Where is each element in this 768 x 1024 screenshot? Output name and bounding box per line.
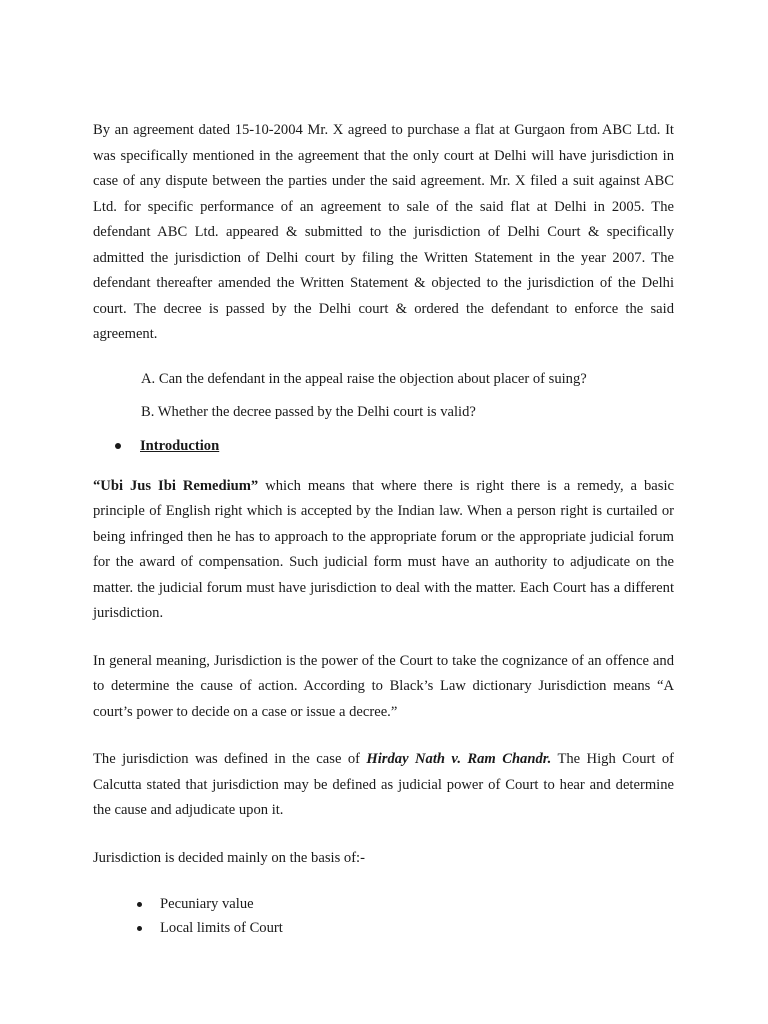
- basis-item-label: Local limits of Court: [160, 919, 283, 936]
- facts-paragraph: By an agreement dated 15-10-2004 Mr. X agreed to purchase a flat at Gurgaon from ABC Ltd. It was specifically mentioned in the agreement that the only court at Delhi will have jurisdiction in case of any dispute between the parties under the said agreement. Mr. X filed a suit against ABC Ltd. for specific performance of an agreement to sale of the said flat at Delhi in 2005. The defendant ABC Ltd. appeared & submitted to the jurisdiction of Delhi Court & specifically admitted the jurisdiction of Delhi court by filing the Written Statement in the year 2007. The defendant thereafter amended the Written Statement & objected to the jurisdiction of the Delhi court. The decree is passed by the Delhi court & ordered the defendant to enforce the said agreement.: [93, 122, 674, 342]
- introduction-heading-row: [93, 434, 674, 459]
- case-paragraph: [93, 747, 674, 824]
- maxim-term: “Ubi Jus Ibi Remedium”: [93, 477, 259, 494]
- maxim-paragraph: [93, 474, 674, 627]
- maxim-text: which means that where there is right there is a remedy, a basic principle of English right which is accepted by the Indian law. When a person right is curtailed or being infringed then he has to approach to the appropriate forum or the appropriate judicial forum for the award of compensation. Such judicial form must have an authority to adjudicate on the matter. the judicial forum must have jurisdiction to deal with the matter. Each Court has a different jurisdiction.: [93, 477, 674, 621]
- question-b: B. Whether the decree passed by the Delhi court is valid?: [141, 404, 476, 420]
- bullet-icon: [115, 443, 121, 449]
- question-a: A. Can the defendant in the appeal raise the objection about placer of suing?: [141, 370, 587, 387]
- document-body: [93, 118, 674, 940]
- bullet-icon: [137, 902, 142, 907]
- list-item: [93, 892, 674, 916]
- basis-intro: Jurisdiction is decided mainly on the basis of:-: [93, 849, 365, 866]
- section-heading: Introduction: [140, 437, 220, 454]
- meaning-paragraph: In general meaning, Jurisdiction is the power of the Court to take the cognizance of an offence and to determine the cause of action. According to Black’s Law dictionary Jurisdiction means “A court’s power to decide on a case or issue a decree.”: [93, 652, 674, 720]
- basis-list: [93, 892, 674, 940]
- list-item: [93, 916, 674, 940]
- case-name: Hirday Nath v. Ram Chandr.: [366, 751, 552, 767]
- case-text-before: The jurisdiction was defined in the case of: [93, 751, 367, 767]
- basis-item-label: Pecuniary value: [160, 895, 254, 912]
- bullet-icon: [137, 926, 142, 931]
- case-text-after: The High Court of Calcutta stated that jurisdiction may be defined as judicial power of Court to hear and determine the cause and adjudicate upon it.: [93, 751, 674, 818]
